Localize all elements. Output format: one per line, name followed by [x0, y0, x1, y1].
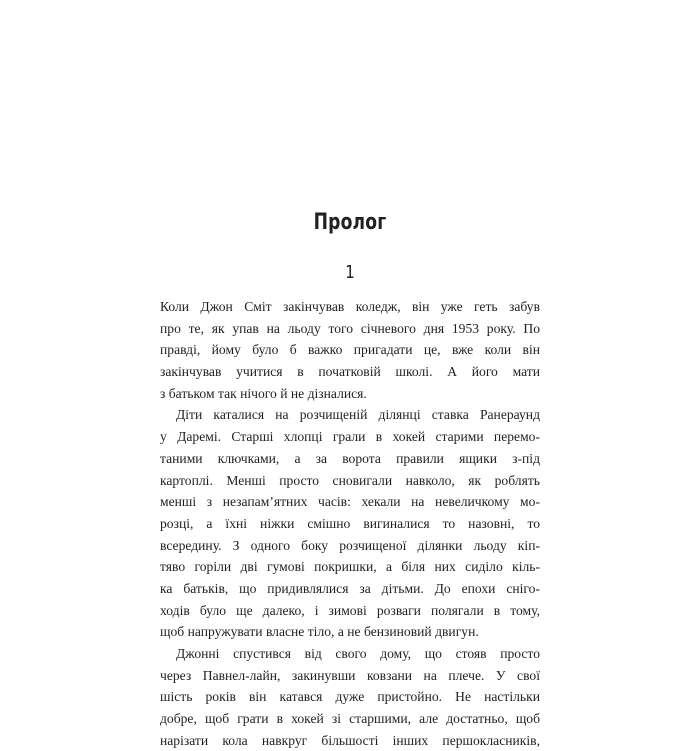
text-line: добре, щоб грати в хокей зі старшими, але достатньо, щоб [160, 711, 540, 727]
text-line: всередину. З одного боку розчищеної ділянки льоду кіп- [160, 537, 540, 553]
body-text [160, 296, 540, 751]
text-line: Діти каталися на розчищеній ділянці ставка Ранераунд [176, 407, 540, 423]
text-line: у Даремі. Старші хлопці грали в хокей старими перемо- [160, 429, 540, 445]
text-line: ка батьків, що придивлялися за дітьми. До епохи сніго- [160, 580, 540, 596]
text-line: правді, йому було б важко пригадати це, вже коли він [160, 342, 540, 358]
text-line: Коли Джон Сміт закінчував коледж, він уже геть забув [160, 299, 540, 314]
text-line: Джонні спустився від свого дому, що стояв просто [176, 646, 540, 661]
text-line: таними ключками, а за ворота правили ящики з-під [160, 450, 540, 466]
text-line: через Павнел-лайн, закинувши ковзани на плече. У свої [160, 667, 540, 683]
text-line: розці, а їхні ніжки смішно вигиналися то назовні, то [160, 515, 540, 531]
text-line: закінчував учитися в початковій школі. А його мати [160, 364, 540, 380]
section-number: 1 [345, 262, 355, 283]
text-line: ходів було ще далеко, і зимові розваги полягали в тому, [160, 602, 540, 618]
text-line: з батьком так нічого й не дізналися. [160, 385, 367, 401]
text-line: менші з незапам’ятних часів: хекали на невеличкому мо- [160, 494, 540, 510]
text-line: про те, як упав на льоду того січневого дня 1953 року. По [160, 320, 540, 336]
text-line: щоб напружувати власне тіло, а не бензиновий двигун. [160, 624, 479, 640]
text-line: нарізати кола навкруг більшості інших першокласників, [160, 732, 540, 748]
text-line: шість років він катався дуже пристойно. Не настільки [160, 689, 540, 705]
text-line: картоплі. Менші просто сновигали навколо, як роблять [160, 472, 540, 488]
text-line: тяво горіли дві гумові покришки, а біля них сиділо кіль- [160, 559, 540, 575]
chapter-title: Пролог [313, 210, 387, 235]
